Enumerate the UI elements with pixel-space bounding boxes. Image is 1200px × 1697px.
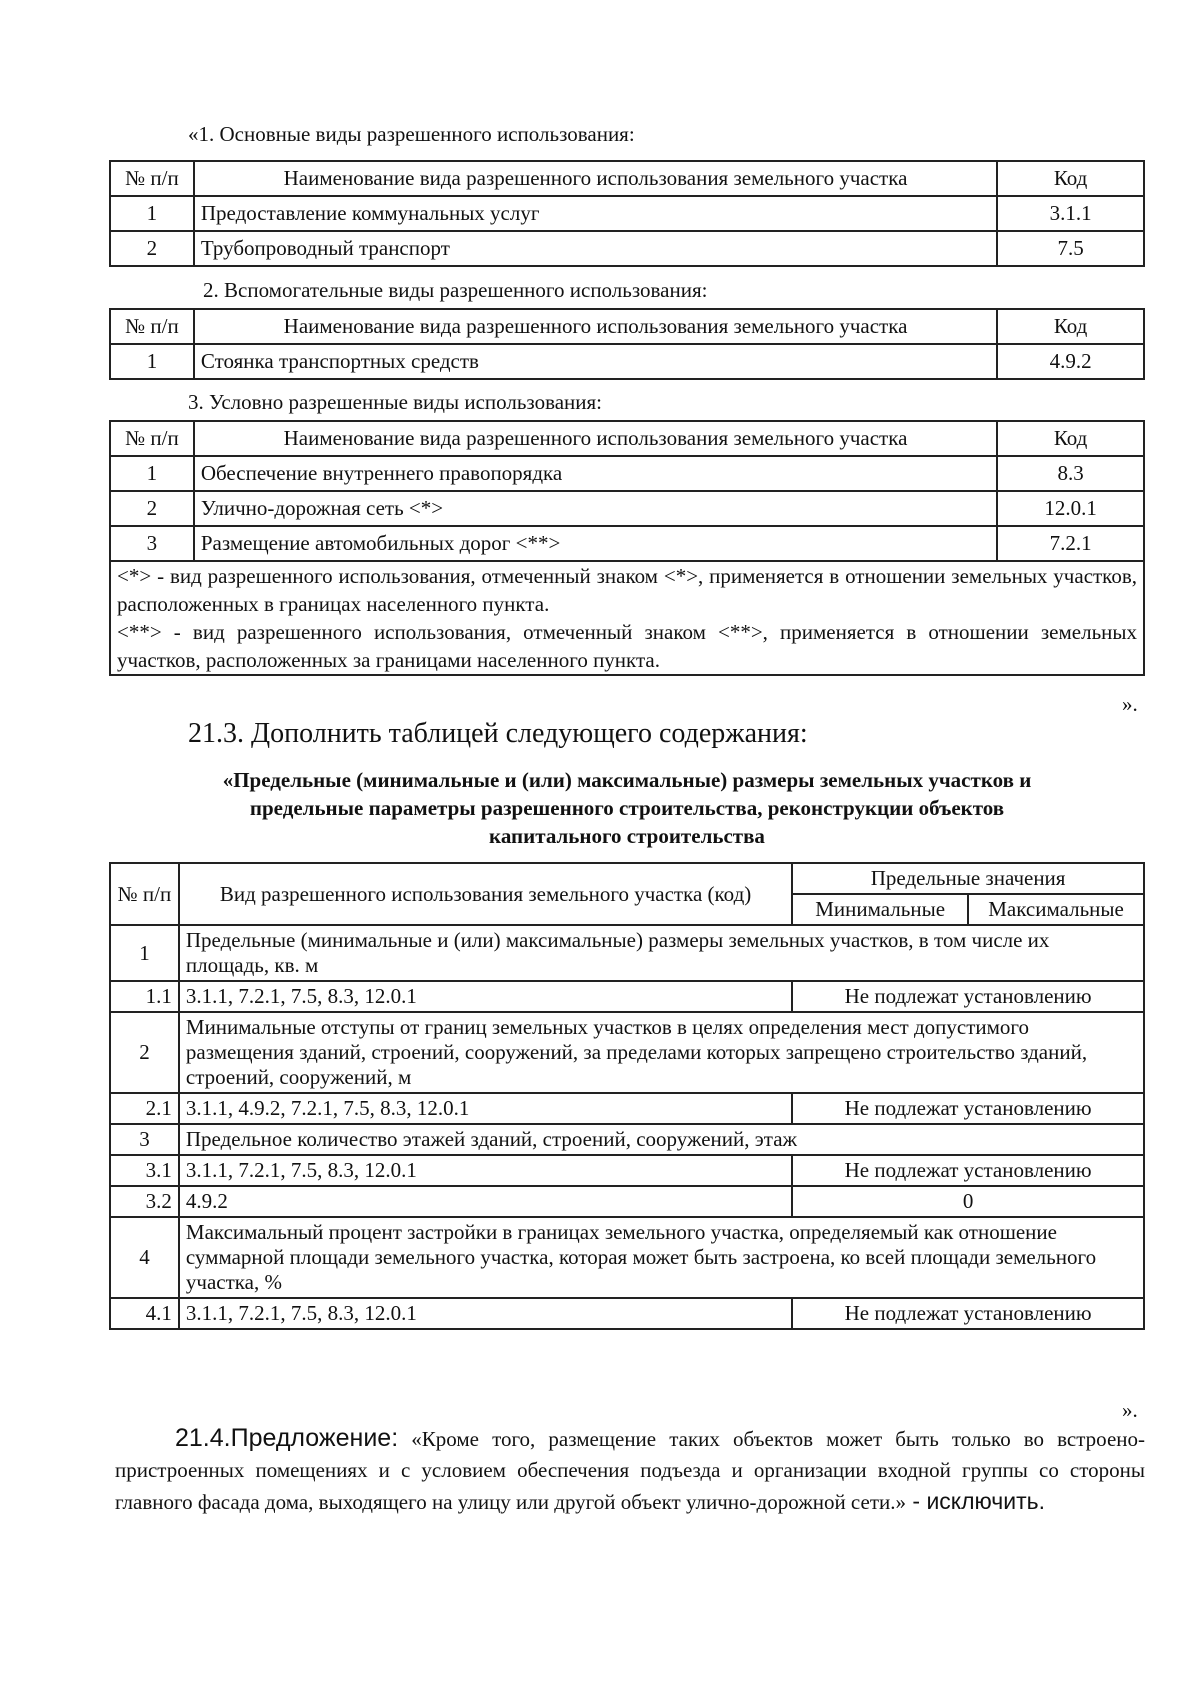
row-num: 1 — [110, 344, 194, 379]
row-codes: 3.1.1, 7.2.1, 7.5, 8.3, 12.0.1 — [179, 1298, 792, 1329]
col-type-header: Вид разрешенного использования земельного участка (код) — [179, 863, 792, 925]
row-name: Улично-дорожная сеть <*> — [194, 491, 997, 526]
col-num-header: № п/п — [110, 421, 194, 456]
row-num: 1 — [110, 925, 179, 981]
section1-heading: «1. Основные виды разрешенного использования: — [188, 122, 635, 146]
clause-21-4-text: «Кроме того, размещение таких объектов может быть только во встроено-пристроенных помещениях и с условием обеспечения подъезда и организации входной группы со стороны главного фасада дома, выходящего на улицу или другой объект улично-дорожной сети.» — [115, 1427, 1145, 1514]
col-num-header: № п/п — [110, 309, 194, 344]
row-codes: 3.1.1, 4.9.2, 7.2.1, 7.5, 8.3, 12.0.1 — [179, 1093, 792, 1124]
row-name: Стоянка транспортных средств — [194, 344, 997, 379]
row-num: 3.2 — [110, 1186, 179, 1217]
table-title-line: капитального строительства — [489, 824, 765, 848]
table-row — [110, 981, 1144, 1012]
clause-21-4-suffix: - исключить. — [906, 1488, 1046, 1514]
table-row — [110, 1186, 1144, 1217]
row-code: 4.9.2 — [997, 344, 1144, 379]
col-limits-header: Предельные значения — [792, 863, 1144, 894]
closing-quote: ». — [1122, 1398, 1138, 1422]
footnote-1: <*> - вид разрешенного использования, отмеченный знаком <*>, применяется в отношении земельных участков, расположенных в границах населенного пункта. — [117, 564, 1137, 616]
table-row — [110, 1298, 1144, 1329]
row-parameter: Предельные (минимальные и (или) максимальные) размеры земельных участков, в том числе их площадь, кв. м — [179, 925, 1144, 981]
clause-21-4-number: 21.4.Предложение: — [175, 1424, 399, 1452]
row-name: Трубопроводный транспорт — [194, 231, 997, 266]
col-code-header: Код — [997, 309, 1144, 344]
table-row — [110, 1155, 1144, 1186]
footnote-row — [110, 561, 1144, 675]
main-uses-table — [109, 160, 1145, 267]
row-num: 4 — [110, 1217, 179, 1298]
row-code: 7.5 — [997, 231, 1144, 266]
col-code-header: Код — [997, 421, 1144, 456]
limits-table — [109, 862, 1145, 1330]
row-num: 2 — [110, 1012, 179, 1093]
footnote-2: <**> - вид разрешенного использования, отмеченный знаком <**>, применяется в отношении земельных участков, расположенных за границами населенного пункта. — [117, 620, 1137, 672]
table-row — [110, 1012, 1144, 1093]
row-name: Предоставление коммунальных услуг — [194, 196, 997, 231]
row-value: Не подлежат установлению — [792, 1093, 1144, 1124]
row-parameter: Максимальный процент застройки в границах земельного участка, определяемый как отношение суммарной площади земельного участка, которая может быть застроена, ко всей площади земельного участка, % — [179, 1217, 1144, 1298]
row-value: Не подлежат установлению — [792, 1298, 1144, 1329]
row-num: 2 — [110, 231, 194, 266]
row-num: 1.1 — [110, 981, 179, 1012]
row-value: Не подлежат установлению — [792, 1155, 1144, 1186]
clause-21-3: 21.3. Дополнить таблицей следующего содержания: — [188, 718, 808, 749]
footnotes — [110, 561, 1144, 675]
closing-quote: ». — [1122, 692, 1138, 716]
section3-heading: 3. Условно разрешенные виды использования: — [188, 390, 603, 414]
col-code-header: Код — [997, 161, 1144, 196]
row-num: 3.1 — [110, 1155, 179, 1186]
row-name: Обеспечение внутреннего правопорядка — [194, 456, 997, 491]
row-num: 1 — [110, 196, 194, 231]
col-max-header: Максимальные — [968, 894, 1144, 925]
col-name-header: Наименование вида разрешенного использования земельного участка — [194, 161, 997, 196]
row-code: 7.2.1 — [997, 526, 1144, 561]
row-codes: 3.1.1, 7.2.1, 7.5, 8.3, 12.0.1 — [179, 981, 792, 1012]
row-num: 2.1 — [110, 1093, 179, 1124]
clause-21-4 — [115, 1423, 1145, 1518]
table-row — [110, 526, 1144, 561]
row-codes: 3.1.1, 7.2.1, 7.5, 8.3, 12.0.1 — [179, 1155, 792, 1186]
table-row — [110, 1093, 1144, 1124]
table-title-line: «Предельные (минимальные и (или) максимальные) размеры земельных участков и — [222, 768, 1032, 792]
row-parameter: Минимальные отступы от границ земельных участков в целях определения мест допустимого размещения зданий, строений, сооружений, за пределами которых запрещено строительство зданий, строений, сооружений, м — [179, 1012, 1144, 1093]
conditional-uses-table — [109, 420, 1145, 676]
row-value: Не подлежат установлению — [792, 981, 1144, 1012]
row-code: 8.3 — [997, 456, 1144, 491]
row-num: 2 — [110, 491, 194, 526]
table-row — [110, 925, 1144, 981]
table-row — [110, 1124, 1144, 1155]
section2-heading: 2. Вспомогательные виды разрешенного использования: — [203, 278, 708, 302]
row-parameter: Предельное количество этажей зданий, строений, сооружений, этаж — [179, 1124, 1144, 1155]
row-num: 4.1 — [110, 1298, 179, 1329]
row-num: 1 — [110, 456, 194, 491]
row-code: 3.1.1 — [997, 196, 1144, 231]
col-num-header: № п/п — [110, 161, 194, 196]
table-header-row — [110, 421, 1144, 456]
col-min-header: Минимальные — [792, 894, 968, 925]
table-row — [110, 344, 1144, 379]
table-row — [110, 196, 1144, 231]
table-row — [110, 1217, 1144, 1298]
table-title-line: предельные параметры разрешенного строительства, реконструкции объектов — [249, 796, 1005, 820]
table-row — [110, 456, 1144, 491]
row-num: 3 — [110, 1124, 179, 1155]
row-codes: 4.9.2 — [179, 1186, 792, 1217]
table-header-row — [110, 863, 1144, 894]
table-row — [110, 491, 1144, 526]
table-header-row — [110, 161, 1144, 196]
col-name-header: Наименование вида разрешенного использования земельного участка — [194, 421, 997, 456]
table-header-row — [110, 309, 1144, 344]
row-value: 0 — [792, 1186, 1144, 1217]
row-code: 12.0.1 — [997, 491, 1144, 526]
row-num: 3 — [110, 526, 194, 561]
auxiliary-uses-table — [109, 308, 1145, 380]
table-title — [109, 766, 1145, 850]
col-num-header: № п/п — [110, 863, 179, 925]
row-name: Размещение автомобильных дорог <**> — [194, 526, 997, 561]
table-row — [110, 231, 1144, 266]
col-name-header: Наименование вида разрешенного использования земельного участка — [194, 309, 997, 344]
